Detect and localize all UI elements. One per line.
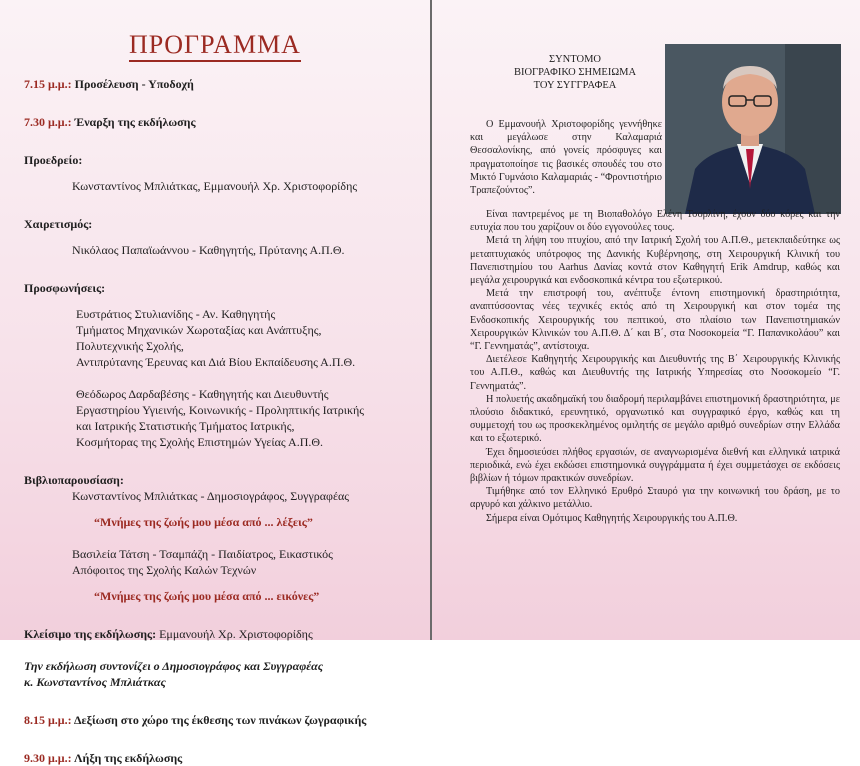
end-item: 9.30 μ.μ.: Λήξη της εκδήλωσης — [24, 751, 183, 765]
book2-presenter: Βασιλεία Τάτση - Τσαμπάζη - Παιδίατρος, Εικαστικός Απόφοιτος της Σχολής Καλών Τεχνών — [72, 547, 333, 577]
addresses-label: Προσφωνήσεις: — [24, 281, 106, 295]
book1-title: “Μνήμες της ζωής μου μέσα από ... λέξεις” — [94, 515, 313, 529]
presidium-label: Προεδρείο: — [24, 153, 83, 167]
address-first: Ευστράτιος Στυλιανίδης - Αν. Καθηγητής Τμήματος Μηχανικών Χωροταξίας και Ανάπτυξης, Πολυτεχνικής Σχολής, Αντιπρύτανης Έρευνας και Διά Βίου Εκπαίδευσης Α.Π.Θ. — [76, 307, 356, 369]
closing-item: Κλείσιμο της εκδήλωσης: Εμμανουήλ Χρ. Χριστοφορίδης — [24, 627, 313, 641]
address-second: Θεόδωρος Δαρδαβέσης - Καθηγητής και Διευθυντής Εργαστηρίου Υγιεινής, Κοινωνικής - Προληπτικής Ιατρικής και Ιατρικής Στατιστικής Τμήματος Ιατρικής, Κοσμήτορας της Σχολής Επιστημών Υγείας Α.Π.Θ. — [76, 387, 365, 449]
presidium-text: Κωνσταντίνος Μπλιάτκας, Εμμανουήλ Χρ. Χριστοφορίδης — [72, 179, 358, 193]
greeting-text: Νικόλαος Παπαϊωάννου - Καθηγητής, Πρύτανης Α.Π.Θ. — [72, 243, 345, 257]
author-portrait-icon — [665, 44, 841, 214]
book1-presenter: Κωνσταντίνος Μπλιάτκας - Δημοσιογράφος, Συγγραφέας — [72, 489, 350, 503]
bio-title: ΣΥΝΤΟΜΟ ΒΙΟΓΡΑΦΙΚΟ ΣΗΜΕΙΩΜΑ ΤΟΥ ΣΥΓΓΡΑΦΕΑ — [513, 54, 637, 91]
start-item: 7.30 μ.μ.: Έναρξη της εκδήλωσης — [24, 115, 196, 129]
author-photo — [665, 44, 841, 214]
books-label: Βιβλιοπαρουσίαση: — [24, 473, 124, 487]
coordinator-note: Την εκδήλωση συντονίζει ο Δημοσιογράφος και Συγγραφέας κ. Κωνσταντίνος Μπλιάτκας — [24, 659, 324, 689]
reception-item: 8.15 μ.μ.: Δεξίωση στο χώρο της έκθεσης των πινάκων ζωγραφικής — [24, 713, 367, 727]
arrival-item: 7.15 μ.μ.: Προσέλευση - Υποδοχή — [24, 77, 194, 91]
book2-title: “Μνήμες της ζωής μου μέσα από ... εικόνες” — [94, 589, 320, 603]
program-title: ΠΡΟΓΡΑΜΜΑ — [24, 30, 406, 60]
bio-body: Είναι παντρεμένος με τη Βιοπαθολόγο Ελένη Τσορλίνη, έχουν δύο κόρες και την ευτυχία που του χαρίζουν οι δύο εγγονούλες τους. Μετά τη λήψη του πτυχίου, από την Ιατρική Σχολή του Α.Π.Θ., μετεκπαιδεύτηκε ως μεταπτυχιακός υπότροφος της Δανικής Κυβέρνησης, στη Χειρουργική Κλινική του Πανεπιστημίου του Aarhus Δανίας κοντά στον Καθηγητή Erik Amdrup, καθώς και μεγάλα χειρουργικά και ενδοσκοπικά κέντρα του εξωτερικού. Μετά την επιστροφή του, ανέπτυξε έντονη επιστημονική δραστηριότητα, αναπτύσσοντας νέες τεχνικές εκτός από τη Χειρουργική και στον τομέα της Ενδοσκοπικής Χειρουργικής του πεπτικού, στο πλαίσιο των Πανεπιστημιακών Χειρουργικών Κλινικών του Α.Π.Θ. Δ΄ και Β΄, στα Νοσοκομεία “Γ. Παπανικολάου” και “Γ. Γεννηματάς”, αντίστοιχα. Διετέλεσε Καθηγητής Χειρουργικής και Διευθυντής της Β΄ Χειρουργικής Κλινικής του Α.Π.Θ., καθώς και Διευθυντής της Ιατρικής Υπηρεσίας στο Νοσοκομείο “Γ. Γεννηματάς”. Η πολυετής ακαδημαϊκή του διαδρομή περιλαμβάνει επιστημονική δραστηριότητα, με πλούσιο διδακτικό, ερευνητικό, οργανωτικό και συγγραφικό έργο, καθώς και τη συμμετοχή του ως προσκεκλημένος ομιλητής σε μεγάλο αριθμό συνεδρίων στην Ελλάδα και το εξωτερικό. Έχει δημοσιεύσει πλήθος εργασιών, σε αναγνωρισμένα διεθνή και ελληνικά ιατρικά περιοδικά, ενώ έχει εκδώσει επιστημονικά συγγράμματα ή έχει συμμετάσχει σε εκδόσεις βιβλίων ή τόμων πρακτικών συνεδρίων. Τιμήθηκε από τον Ελληνικό Ερυθρό Σταυρό για την κοινωνική του δράση, με το αργυρό και χάλκινο μετάλλιο. Σήμερα είναι Ομότιμος Καθηγητής Χειρουργικής του Α.Π.Θ. — [470, 209, 840, 524]
greeting-label: Χαιρετισμός: — [24, 217, 93, 231]
bio-intro: Ο Εμμανουήλ Χριστοφορίδης γεννήθηκε και μεγάλωσε στην Καλαμαριά Θεσσαλονίκης, από γονείς πρόσφυγες και πραγματοποίησε τις βασικές σπουδές του στο Μικτό Γυμνάσιο Καλαμαριάς - “Φροντιστήριο Τραπεζούντος”. — [470, 119, 662, 197]
program-page — [0, 0, 430, 765]
